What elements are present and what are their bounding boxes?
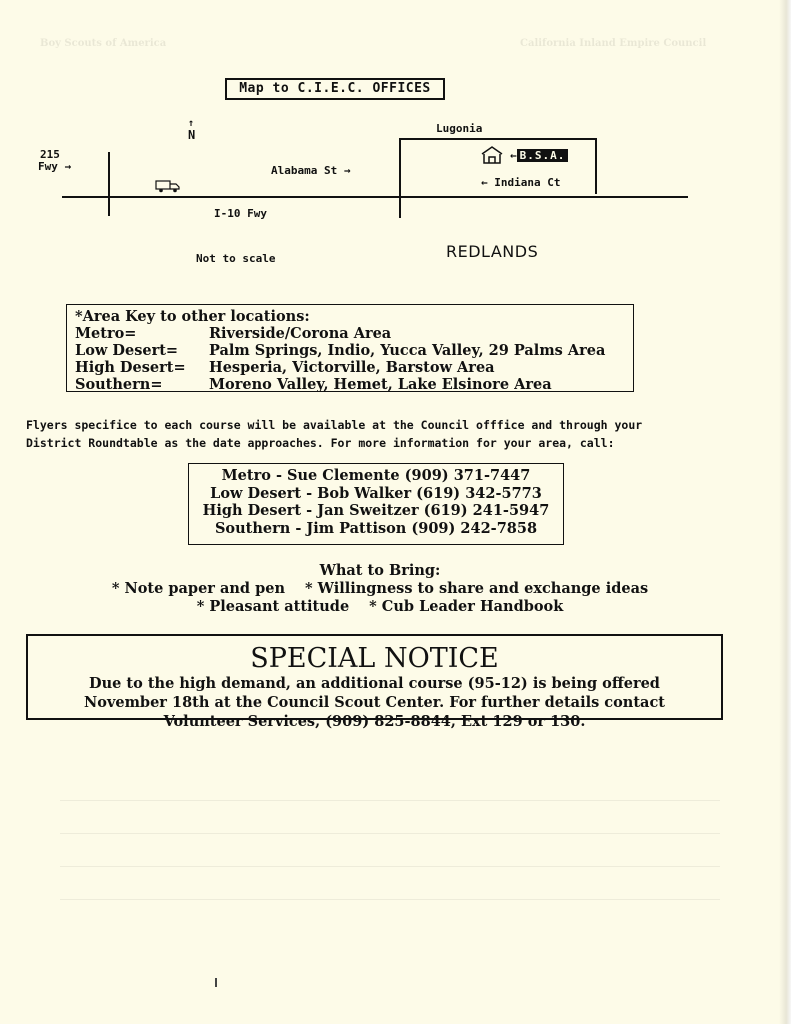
indiana-ct-road [595, 138, 597, 194]
area-row [75, 342, 625, 359]
freeway-215-number: 215 [40, 148, 60, 161]
bsa-marker [510, 149, 568, 162]
bleed-through-text: Boy Scouts of America [40, 38, 167, 49]
alabama-st-label: Alabama St → [271, 164, 351, 177]
special-notice-line: November 18th at the Council Scout Center. For further details contact [84, 694, 665, 711]
bleed-through-line [60, 899, 720, 900]
special-notice-line: Due to the high demand, an additional course (95-12) is being offered [89, 675, 660, 692]
special-notice-line: Volunteer Services, (909) 825-8844, Ext 129 or 130. [163, 713, 586, 730]
scale-note: Not to scale [196, 252, 276, 265]
i10-freeway-road [62, 196, 688, 198]
freeway-215-road [108, 152, 110, 216]
contact-box [188, 463, 564, 545]
area-places: Palm Springs, Indio, Yucca Valley, 29 Palms Area [209, 342, 606, 359]
indiana-ct-label: ← Indiana Ct [481, 176, 561, 189]
bsa-arrow: ← [510, 149, 517, 162]
city-label: REDLANDS [446, 242, 539, 261]
alabama-st-road [399, 138, 401, 218]
bring-item: * Pleasant attitude [196, 598, 350, 615]
page-edge [779, 0, 791, 1024]
contact-line: Southern - Jim Pattison (909) 242-7858 [214, 519, 538, 537]
flyers-line: Flyers specifice to each course will be available at the Council offfice and through your [26, 418, 643, 432]
lugonia-label: Lugonia [436, 122, 483, 135]
bleed-through-text: California Inland Empire Council [520, 38, 707, 49]
map-title: Map to C.I.E.C. OFFICES [225, 78, 445, 100]
directions-map [0, 0, 791, 280]
area-name: Low Desert= [75, 342, 179, 359]
bleed-through-line [60, 833, 720, 834]
contact-line: Low Desert - Bob Walker (619) 342-5773 [210, 484, 542, 502]
what-to-bring-heading: What to Bring: [319, 562, 441, 579]
lugonia-road [400, 138, 596, 140]
area-row [75, 376, 625, 393]
area-places: Riverside/Corona Area [209, 325, 392, 342]
i10-label: I-10 Fwy [214, 207, 267, 220]
area-name: Metro= [75, 325, 137, 342]
area-key-box [66, 304, 634, 392]
bleed-through-line [60, 866, 720, 867]
what-to-bring [60, 562, 700, 616]
north-label: N [188, 128, 196, 142]
bring-item: * Note paper and pen [111, 580, 286, 597]
flyers-line: District Roundtable as the date approaches. For more information for your area, call: [26, 436, 615, 450]
special-notice-title: SPECIAL NOTICE [250, 643, 499, 674]
area-places: Moreno Valley, Hemet, Lake Elsinore Area [209, 376, 552, 393]
area-key-heading: *Area Key to other locations: [75, 308, 310, 325]
bleed-through-line [60, 800, 720, 801]
area-row [75, 325, 625, 342]
bring-item: * Willingness to share and exchange ideas [305, 580, 649, 597]
flyers-paragraph [26, 416, 686, 452]
bring-row [60, 598, 700, 616]
area-places: Hesperia, Victorville, Barstow Area [209, 359, 495, 376]
area-row [75, 359, 625, 376]
truck-icon [155, 179, 181, 193]
freeway-215-label: Fwy → [38, 160, 72, 173]
building-icon [481, 146, 503, 164]
special-notice-box [26, 634, 723, 730]
north-arrow-icon: ↑ [188, 118, 195, 129]
bring-row [60, 580, 700, 598]
contact-line: High Desert - Jan Sweitzer (619) 241-5947 [202, 502, 550, 519]
bring-item: * Cub Leader Handbook [369, 598, 564, 615]
scan-mark [215, 978, 217, 987]
area-name: High Desert= [75, 359, 186, 376]
bsa-label: B.S.A. [517, 149, 569, 162]
contact-line: Metro - Sue Clemente (909) 371-7447 [221, 467, 531, 484]
area-name: Southern= [75, 376, 163, 393]
